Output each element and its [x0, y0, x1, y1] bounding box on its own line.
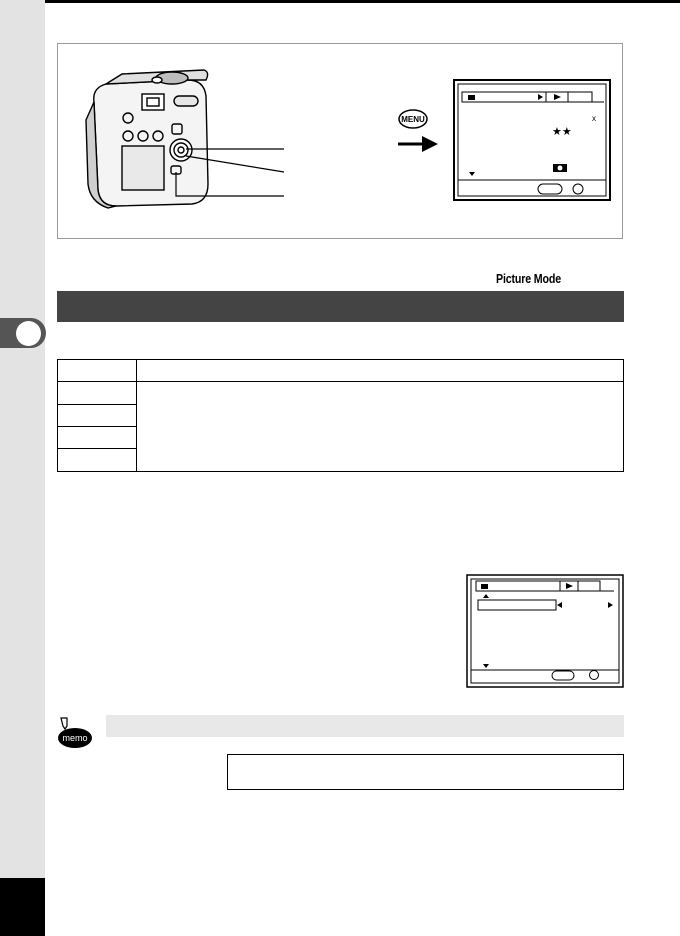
camera-illustration	[58, 44, 624, 240]
section-heading: Picture Mode	[496, 271, 561, 286]
lcd-menu-screen	[454, 80, 610, 200]
table-cell	[58, 382, 137, 405]
table-header-cell	[137, 360, 624, 382]
svg-text:memo: memo	[62, 733, 88, 743]
table-header-cell	[58, 360, 137, 382]
svg-text:MENU: MENU	[401, 115, 425, 124]
table-row	[58, 360, 624, 382]
top-rule	[45, 0, 680, 3]
chapter-marker	[16, 321, 41, 346]
camera-figure	[57, 43, 623, 239]
svg-text:x: x	[592, 114, 596, 123]
menu-button-icon	[399, 110, 427, 128]
section-title-band	[57, 291, 624, 322]
picture-mode-table	[57, 359, 624, 472]
lcd-picture-mode-screen	[466, 574, 624, 688]
right-arrow-icon	[398, 136, 438, 152]
page-number-block	[0, 878, 45, 936]
table-cell	[58, 405, 137, 427]
table-description-cell	[137, 382, 624, 472]
side-band	[0, 0, 45, 936]
memo-bar	[106, 715, 624, 737]
svg-text:★★: ★★	[552, 126, 572, 138]
camera-body-drawing	[86, 70, 208, 208]
table-row	[58, 382, 624, 405]
table-cell	[58, 449, 137, 472]
memo-icon	[55, 716, 95, 750]
table-cell	[58, 427, 137, 449]
memo-note-box	[227, 754, 624, 790]
